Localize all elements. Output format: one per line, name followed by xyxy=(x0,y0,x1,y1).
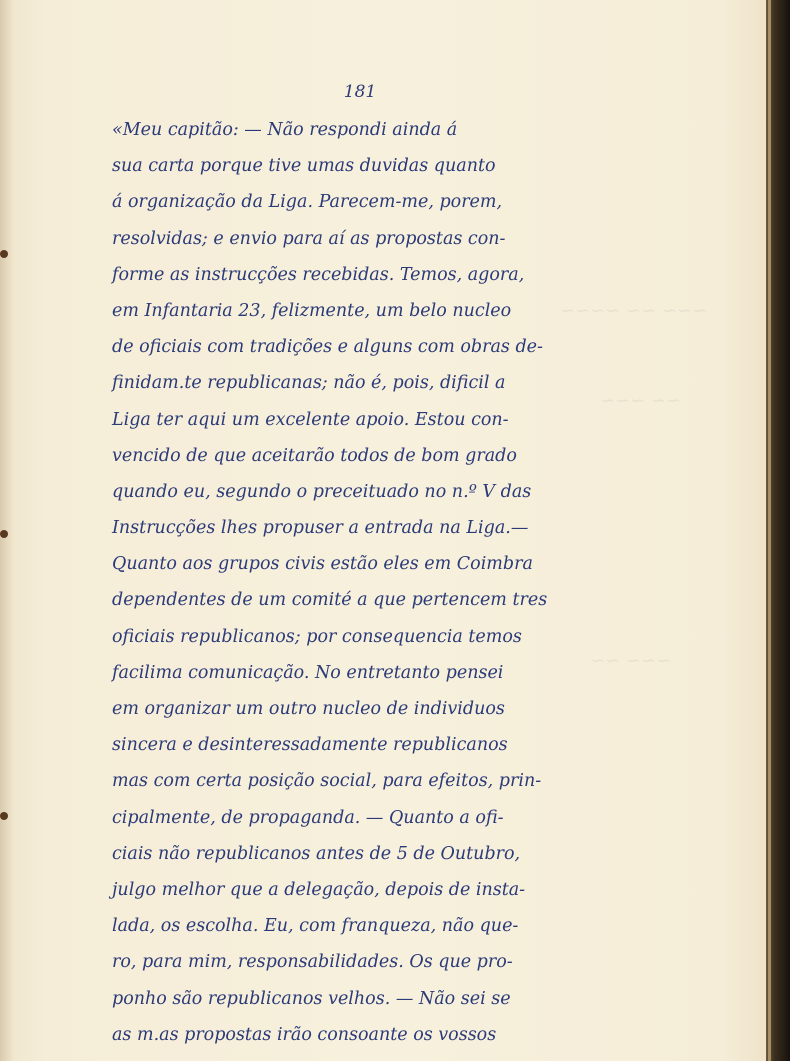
manuscript-line: á organização da Liga. Parecem-me, porem, xyxy=(112,192,503,213)
manuscript-line: julgo melhor que a delegação, depois de insta- xyxy=(112,879,526,900)
manuscript-line: ro, para mim, responsabilidades. Os que pro- xyxy=(112,952,513,973)
handwritten-letter xyxy=(112,112,632,1053)
manuscript-line: em organizar um outro nucleo de individuos xyxy=(112,699,505,719)
binding-stitch xyxy=(0,812,8,820)
show-through-mark: ~~~ ~~ xyxy=(590,650,672,671)
show-through-mark: ~~ ~~~ xyxy=(600,390,682,411)
manuscript-line: vencido de que aceitarão todos de bom grado xyxy=(112,445,517,466)
manuscript-line: resolvidas; e envio para aí as propostas con- xyxy=(112,228,506,249)
manuscript-line: de oficiais com tradições e alguns com obras de- xyxy=(112,337,543,358)
show-through-mark: ~~~ ~~ ~~~~ xyxy=(560,300,708,321)
manuscript-line: Liga ter aqui um excelente apoio. Estou con- xyxy=(112,409,509,430)
manuscript-line: quando eu, segundo o preceituado no n.º V das xyxy=(112,481,532,502)
manuscript-line: oficiais republicanos; por consequencia temos xyxy=(112,626,522,647)
manuscript-line: finidam.te republicanas; não é, pois, dificil a xyxy=(112,373,506,394)
manuscript-line: mas com certa posição social, para efeitos, prin- xyxy=(112,771,542,792)
manuscript-line: sincera e desinteressadamente republicanos xyxy=(112,735,508,756)
manuscript-line: as m.as propostas irão consoante os vossos xyxy=(112,1024,497,1045)
book-edge xyxy=(766,0,790,1061)
manuscript-line: cipalmente, de propaganda. — Quanto a ofi- xyxy=(112,807,504,828)
page-number: 181 xyxy=(343,82,377,102)
manuscript-line: ponho são republicanos velhos. — Não sei se xyxy=(112,988,511,1009)
manuscript-line: lada, os escolha. Eu, com franqueza, não que- xyxy=(112,916,519,937)
manuscript-line: dependentes de um comité a que pertencem tres xyxy=(112,590,548,611)
binding-stitch xyxy=(0,250,8,258)
binding-stitch xyxy=(0,530,8,538)
manuscript-line: ciais não republicanos antes de 5 de Outubro, xyxy=(112,843,521,864)
manuscript-line: em Infantaria 23, felizmente, um belo nucleo xyxy=(112,300,512,321)
manuscript-line: «Meu capitão: — Não respondi ainda á xyxy=(112,120,458,140)
manuscript-line: facilima comunicação. No entretanto pensei xyxy=(112,662,504,683)
manuscript-line: Quanto aos grupos civis estão eles em Coimbra xyxy=(112,554,533,575)
manuscript-line: Instrucções lhes propuser a entrada na Liga.— xyxy=(112,518,529,539)
manuscript-line: forme as instrucções recebidas. Temos, agora, xyxy=(112,264,525,285)
manuscript-line: sua carta porque tive umas duvidas quanto xyxy=(112,156,496,177)
